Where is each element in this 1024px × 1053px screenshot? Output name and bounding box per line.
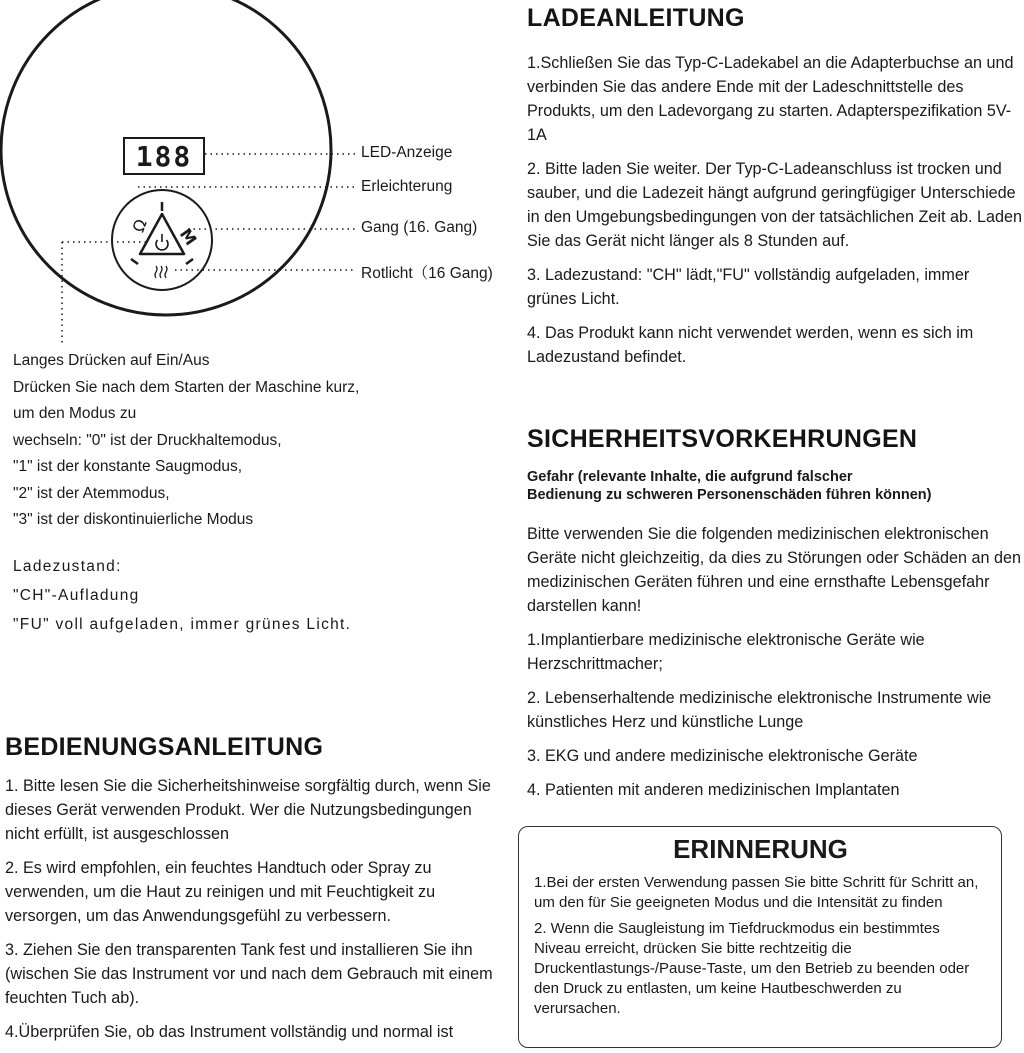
omega-icon: Ω <box>128 216 151 235</box>
erinnerung-item: 1.Bei der ersten Verwendung passen Sie bitte Schritt für Schritt an, um den für Sie geeigneten Modus und die Intensität zu finden <box>534 874 979 911</box>
danger-line: Gefahr (relevante Inhalte, die aufgrund falscher <box>527 469 853 485</box>
power-line: "1" ist der konstante Saugmodus, <box>13 458 242 475</box>
power-line: "3" ist der diskontinuierliche Modus <box>13 511 254 528</box>
sicherheit-item: 2. Lebenserhaltende medizinische elektronische Instrumente wie künstliches Herz und künstliche Lunge <box>527 689 992 731</box>
bedienung-title: BEDIENUNGSANLEITUNG <box>5 733 324 761</box>
power-line: Langes Drücken auf Ein/Aus <box>13 352 210 369</box>
power-line: wechseln: "0" ist der Druckhaltemodus, <box>13 431 282 449</box>
lade-item: 1.Schließen Sie das Typ-C-Ladekabel an die Adapterbuchse an und verbinden Sie das andere Ende mit der Ladeschnittstelle des Produkts, um den Ladevorgang zu starten. Adapterspezifikation 5V-1A <box>527 54 1014 144</box>
lade-item: 3. Ladezustand: "CH" lädt,"FU" vollständig aufgeladen, immer grünes Licht. <box>527 266 970 308</box>
danger-note <box>527 468 1022 504</box>
mode-m-icon: M <box>175 224 201 249</box>
erinnerung-box <box>518 826 1002 1048</box>
power-line: um den Modus zu <box>13 405 137 422</box>
lade-title: LADEANLEITUNG <box>527 4 745 32</box>
label-led-anzeige: LED-Anzeige <box>361 144 453 161</box>
danger-line: Bedienung zu schweren Personenschäden führen können) <box>527 487 932 503</box>
charge-line: "CH"-Aufladung <box>13 587 140 604</box>
sicherheit-section <box>527 425 1022 802</box>
bedienung-item: 3. Ziehen Sie den transparenten Tank fest und installieren Sie ihn (wischen Sie das Instrument vor und nach dem Gebrauch mit einem feuchten Tuch ab). <box>5 941 493 1007</box>
label-erleichterung: Erleichterung <box>361 178 453 195</box>
sicherheit-item: 3. EKG und andere medizinische elektronische Geräte <box>527 747 918 765</box>
power-line: "2" ist der Atemmodus, <box>13 484 170 502</box>
sicherheit-item: 1.Implantierbare medizinische elektronische Geräte wie Herzschrittmacher; <box>527 631 925 673</box>
power-line: Drücken Sie nach dem Starten der Maschine kurz, <box>13 378 360 396</box>
lade-item: 4. Das Produkt kann nicht verwendet werden, wenn es sich im Ladezustand befindet. <box>527 324 974 366</box>
sicherheit-title: SICHERHEITSVORKEHRUNGEN <box>527 425 918 453</box>
lade-section <box>527 4 1022 369</box>
sicherheit-intro: Bitte verwenden Sie die folgenden medizinischen elektronischen Geräte nicht gleichzeitig, da dies zu Störungen oder Schäden an den medizinischen Geräten führen und eine ernsthafte Lebensgefahr darstellen kann! <box>527 525 1022 615</box>
bedienung-item: 2. Es wird empfohlen, ein feuchtes Handtuch oder Spray zu verwenden, um die Haut zu reinigen und mit Feuchtigkeit zu versorgen, um das Anwendungsgefühl zu verbessern. <box>5 859 436 925</box>
indicator-mark-right <box>186 259 193 264</box>
erinnerung-title: ERINNERUNG <box>673 834 848 864</box>
charge-status <box>13 552 453 639</box>
bedienung-item: 1. Bitte lesen Sie die Sicherheitshinweise sorgfältig durch, wenn Sie dieses Gerät verwenden Produkt. Wer die Nutzungsbedingungen nicht erfüllt, ist ausgeschlossen <box>5 777 491 843</box>
charge-line: "FU" voll aufgeladen, immer grünes Licht. <box>13 616 352 633</box>
indicator-mark-left <box>131 259 138 264</box>
erinnerung-item: 2. Wenn die Saugleistung im Tiefdruckmodus ein bestimmtes Niveau erreicht, drücken Sie bitte rechtzeitig die Druckentlastungs-/Pause-Taste, um den Betrieb zu beenden oder den Druck zu entlasten, um keine Hautbeschwerden zu verursachen. <box>534 920 970 1017</box>
led-display-digits: 188 <box>135 140 193 173</box>
power-description <box>13 348 453 534</box>
label-rotlicht: Rotlicht（16 Gang) <box>361 265 493 282</box>
charge-line: Ladezustand: <box>13 558 122 575</box>
sicherheit-item: 4. Patienten mit anderen medizinischen Implantaten <box>527 781 900 799</box>
power-icon <box>156 234 168 250</box>
lade-item: 2. Bitte laden Sie weiter. Der Typ-C-Ladeanschluss ist trocken und sauber, und die Ladezeit hängt aufgrund geringfügiger Unterschiede in den Umgebungsbedingungen von der tatsächlichen Zeit ab. Laden Sie das Gerät nicht länger als 8 Stunden auf. <box>527 160 1022 250</box>
bedienung-section <box>5 733 500 1044</box>
bedienung-item: 4.Überprüfen Sie, ob das Instrument vollständig und normal ist <box>5 1023 454 1041</box>
label-gang: Gang (16. Gang) <box>361 219 478 236</box>
heat-icon <box>155 266 167 278</box>
